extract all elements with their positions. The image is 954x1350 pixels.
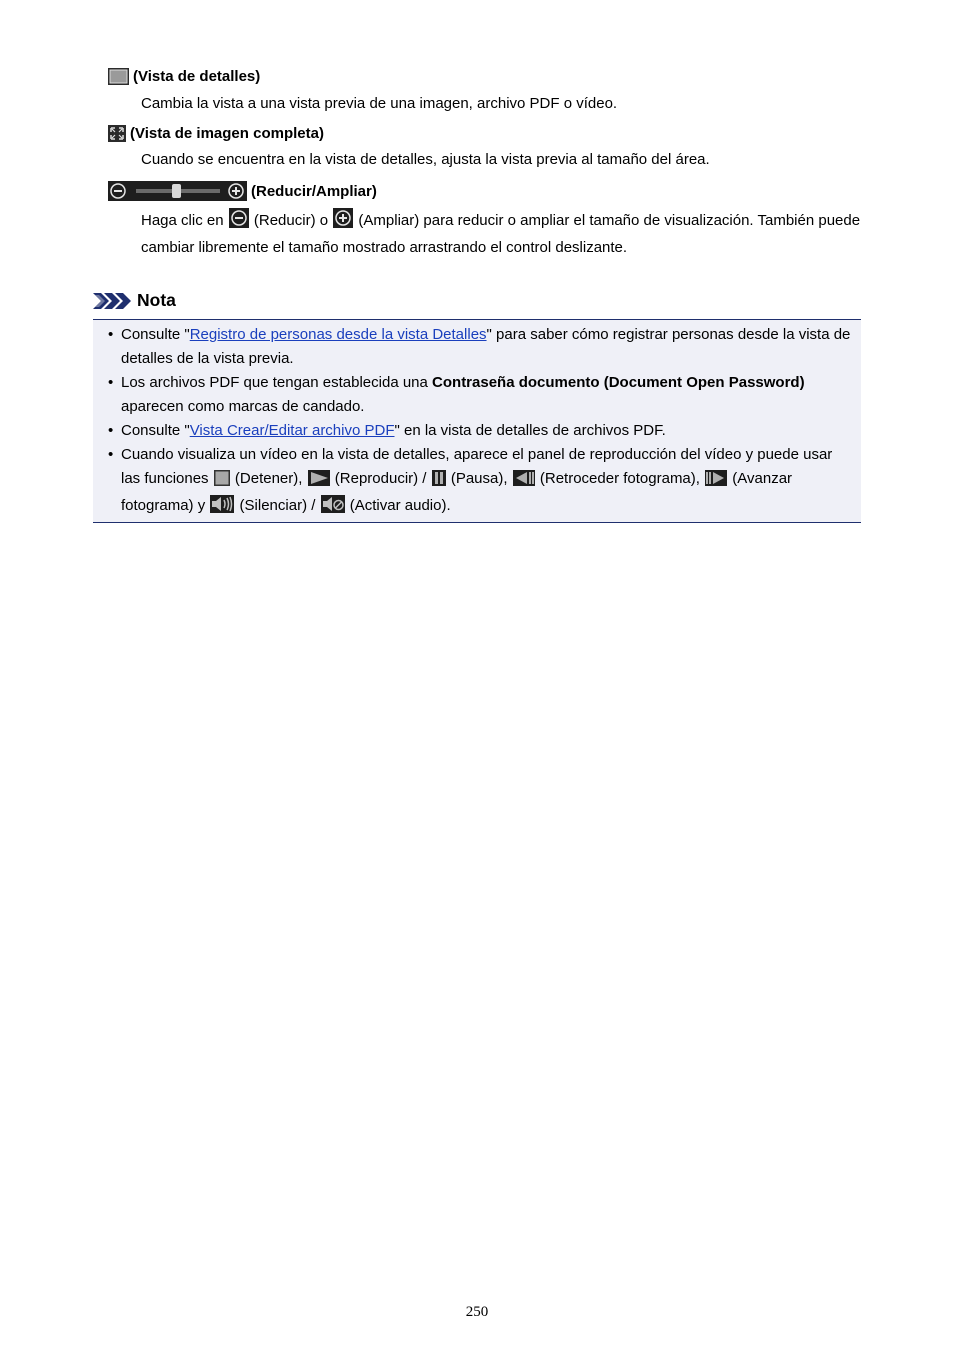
text-fragment: Cuando visualiza un vídeo en la vista de detalles, aparece el panel de reproducción del vídeo y puede usar las funciones [121, 446, 833, 487]
definition-description [141, 208, 871, 260]
list-item [93, 323, 861, 371]
link-vista-crear-editar-pdf[interactable]: Vista Crear/Editar archivo PDF [189, 422, 395, 439]
stop-icon [214, 470, 230, 494]
zoom-slider-icon [108, 181, 247, 201]
link-registro-personas[interactable]: Registro de personas desde la vista Detalles [189, 326, 487, 343]
bullet: • [108, 446, 114, 463]
definition-details-view [108, 68, 260, 85]
note-header [93, 290, 176, 311]
bullet: • [108, 374, 114, 391]
full-image-view-icon [108, 125, 126, 142]
volume-icon [210, 495, 234, 521]
definition-description: Cambia la vista a una vista previa de una imagen, archivo PDF o vídeo. [141, 95, 618, 112]
text-fragment: (Pausa), [450, 470, 508, 487]
frame-back-icon [513, 470, 535, 494]
text-fragment: (Reducir) o [253, 212, 329, 229]
list-item [93, 371, 861, 419]
text-fragment: Los archivos PDF que tengan establecida una [121, 374, 433, 391]
text-fragment: aparecen como marcas de candado. [121, 398, 365, 415]
zoom-in-icon [333, 208, 353, 236]
list-item [93, 443, 861, 521]
text-fragment: " en la vista de detalles de archivos PDF. [394, 422, 666, 439]
definition-zoom [108, 181, 377, 201]
definition-title: (Vista de imagen completa) [130, 125, 324, 142]
bold-text: Contraseña documento (Document Open Password) [432, 374, 805, 391]
text-fragment: (Silenciar) / [239, 497, 316, 514]
definition-full-image-view [108, 125, 324, 142]
definition-title: (Vista de detalles) [133, 68, 261, 85]
text-fragment: (Avanzar fotograma) y [121, 470, 793, 514]
frame-forward-icon [705, 470, 727, 494]
play-icon [308, 470, 330, 494]
text-fragment: (Reproducir) / [334, 470, 427, 487]
bullet: • [108, 326, 114, 343]
definition-title: (Reducir/Ampliar) [251, 182, 377, 200]
text-fragment: Consulte " [121, 422, 190, 439]
zoom-out-icon [229, 208, 249, 236]
note-box [93, 319, 861, 523]
text-fragment: (Ampliar) para reducir o ampliar el tamaño de visualización. También puede cambiar libremente el tamaño mostrado arrastrando el control deslizante. [141, 212, 861, 256]
text-fragment: (Retroceder fotograma), [539, 470, 700, 487]
note-chevron-icon [93, 292, 131, 310]
text-fragment: " para saber cómo registrar personas desde la vista de detalles de la vista previa. [121, 326, 851, 367]
text-fragment: (Activar audio). [349, 497, 451, 514]
mute-icon [321, 495, 345, 521]
text-fragment: Haga clic en [141, 212, 224, 229]
definition-description: Cuando se encuentra en la vista de detalles, ajusta la vista previa al tamaño del área. [141, 151, 710, 168]
note-title: Nota [137, 290, 176, 310]
list-item [93, 419, 861, 443]
text-fragment: (Detener), [234, 470, 303, 487]
text-fragment: Consulte " [121, 326, 190, 343]
page-number: 250 [465, 1304, 489, 1320]
pause-icon [432, 470, 446, 494]
details-view-icon [108, 68, 129, 85]
bullet: • [108, 422, 114, 439]
